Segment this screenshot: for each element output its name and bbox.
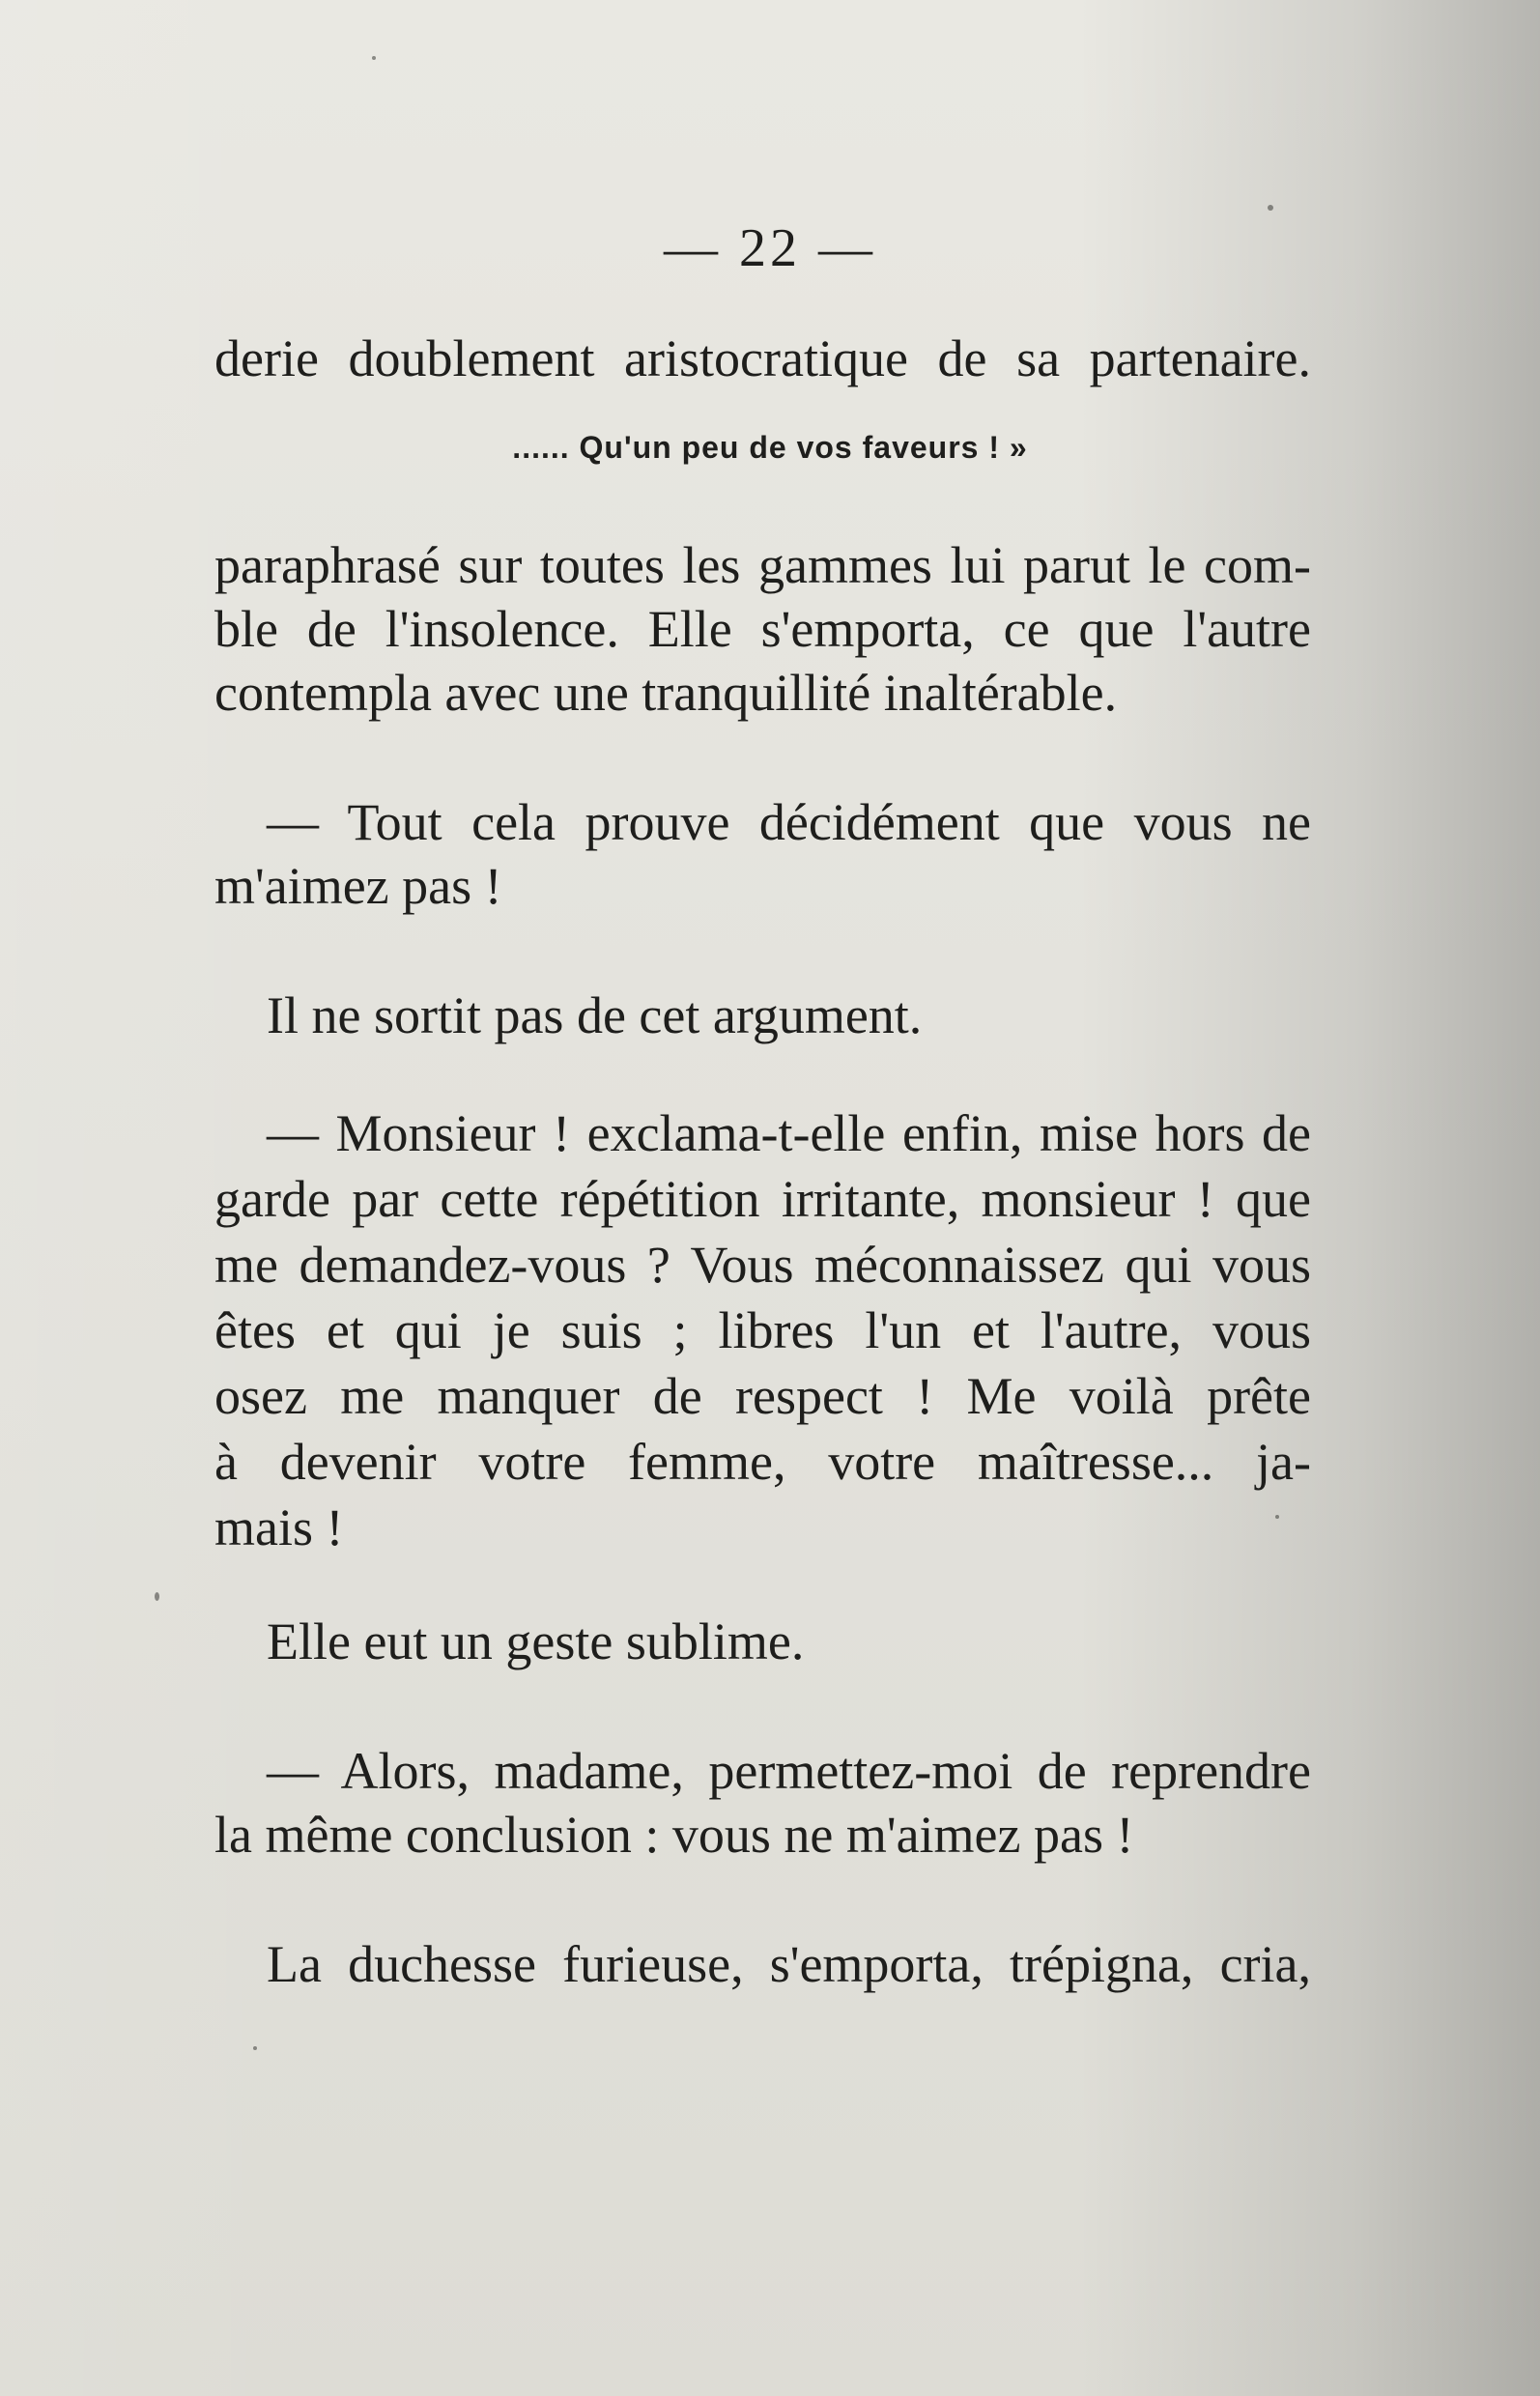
ink-speck [1268, 205, 1273, 211]
text-line: — Tout cela prouve décidément que vous ne [267, 793, 1311, 851]
text-line: mais ! [214, 1498, 344, 1556]
ink-speck [155, 1592, 159, 1601]
text-line: Elle eut un geste sublime. [267, 1612, 805, 1670]
text-line: êtes et qui je suis ; libres l'un et l'autre, vous [214, 1301, 1311, 1359]
text-line: derie doublement aristocratique de sa partenaire. [214, 329, 1311, 387]
text-line: — Alors, madame, permettez-moi de reprendre [267, 1742, 1311, 1800]
text-line: m'aimez pas ! [214, 857, 502, 915]
text-line: ble de l'insolence. Elle s'emporta, ce que l'autre [214, 600, 1311, 658]
ink-speck [253, 2046, 257, 2050]
text-line: La duchesse furieuse, s'emporta, trépigna, cria, [267, 1935, 1311, 1993]
ink-speck [372, 56, 376, 60]
text-line: me demandez-vous ? Vous méconnaissez qui vous [214, 1236, 1311, 1294]
text-line: — Monsieur ! exclama-t-elle enfin, mise hors de [267, 1104, 1311, 1162]
text-line: osez me manquer de respect ! Me voilà prête [214, 1367, 1311, 1425]
page-number: — 22 — [664, 218, 876, 278]
text-line: Il ne sortit pas de cet argument. [267, 986, 923, 1044]
text-line: paraphrasé sur toutes les gammes lui parut le com- [214, 536, 1311, 594]
text-line: contempla avec une tranquillité inaltérable. [214, 664, 1118, 722]
text-line: la même conclusion : vous ne m'aimez pas ! [214, 1806, 1134, 1864]
text-line: garde par cette répétition irritante, monsieur ! que [214, 1170, 1311, 1228]
quotation-line: ...... Qu'un peu de vos faveurs ! » [512, 430, 1028, 465]
text-line: à devenir votre femme, votre maîtresse... ja- [214, 1433, 1311, 1491]
